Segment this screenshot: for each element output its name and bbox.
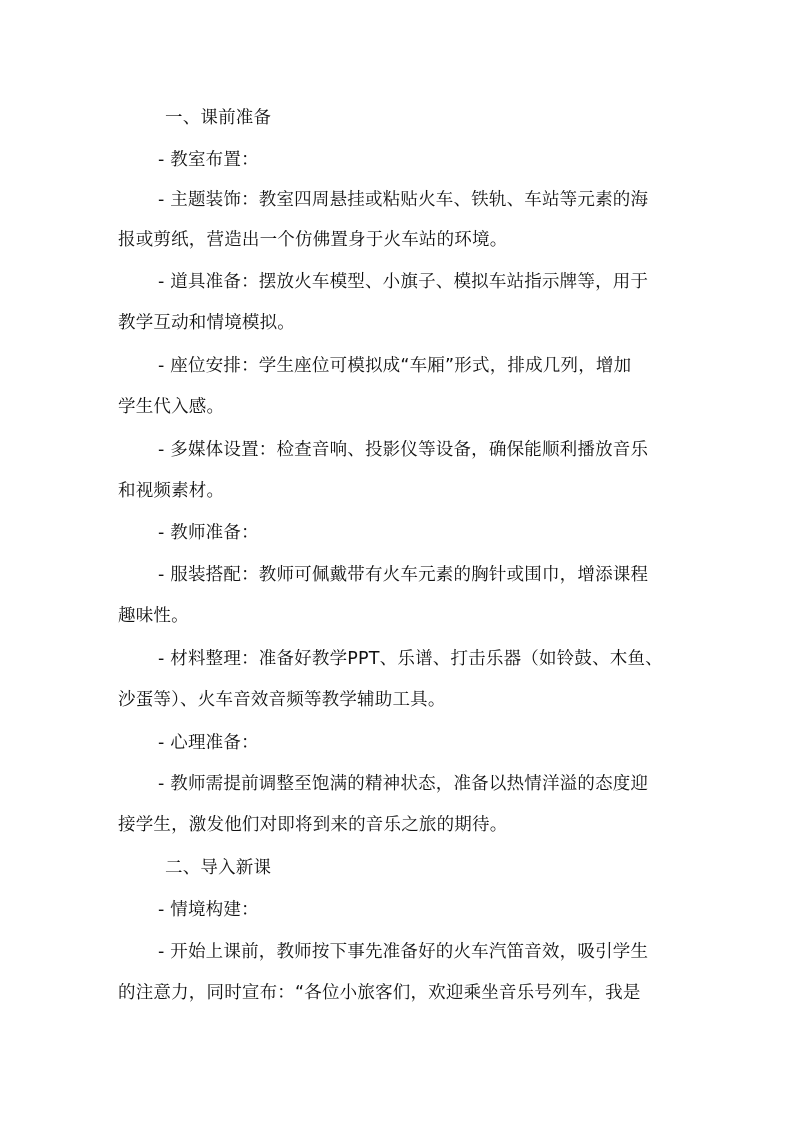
paragraph-line: - 道具准备：摆放火车模型、小旗子、模拟车站指示牌等，用于: [158, 272, 649, 292]
paragraph-line: 教学互动和情境模拟。: [118, 313, 295, 333]
paragraph-line: 趣味性。: [118, 606, 189, 626]
paragraph-line: 沙蛋等）、火车音效音频等教学辅助工具。: [118, 690, 446, 710]
subheading-teacher-preparation: - 教师准备：: [158, 523, 259, 543]
paragraph-line: - 服装搭配：教师可佩戴带有火车元素的胸针或围巾，增添课程: [158, 565, 649, 585]
subheading-classroom-setup: - 教室布置：: [158, 150, 259, 170]
paragraph-line: 和视频素材。: [118, 481, 225, 501]
paragraph-line: - 座位安排：学生座位可模拟成“车厢”形式，排成几列，增加: [158, 356, 632, 376]
section-heading-2: 二、导入新课: [165, 858, 272, 878]
paragraph-line: - 材料整理：准备好教学PPT、乐谱、打击乐器（如铃鼓、木鱼、: [158, 649, 663, 669]
paragraph-line: - 多媒体设置：检查音响、投影仪等设备，确保能顺利播放音乐: [158, 440, 649, 460]
paragraph-line: - 教师需提前调整至饱满的精神状态，准备以热情洋溢的态度迎: [158, 774, 649, 794]
subheading-context-building: - 情境构建：: [158, 900, 259, 920]
paragraph-line: 报或剪纸，营造出一个仿佛置身于火车站的环境。: [118, 230, 508, 250]
section-heading-1: 一、课前准备: [165, 108, 272, 128]
paragraph-line: 学生代入感。: [118, 397, 225, 417]
paragraph-line: - 开始上课前，教师按下事先准备好的火车汽笛音效，吸引学生: [158, 942, 649, 962]
paragraph-line: 的注意力，同时宣布：“各位小旅客们，欢迎乘坐音乐号列车，我是: [118, 983, 641, 1003]
paragraph-line: 接学生，激发他们对即将到来的音乐之旅的期待。: [118, 815, 508, 835]
paragraph-line: - 主题装饰：教室四周悬挂或粘贴火车、铁轨、车站等元素的海: [158, 190, 649, 210]
subheading-mental-preparation: - 心理准备：: [158, 733, 259, 753]
